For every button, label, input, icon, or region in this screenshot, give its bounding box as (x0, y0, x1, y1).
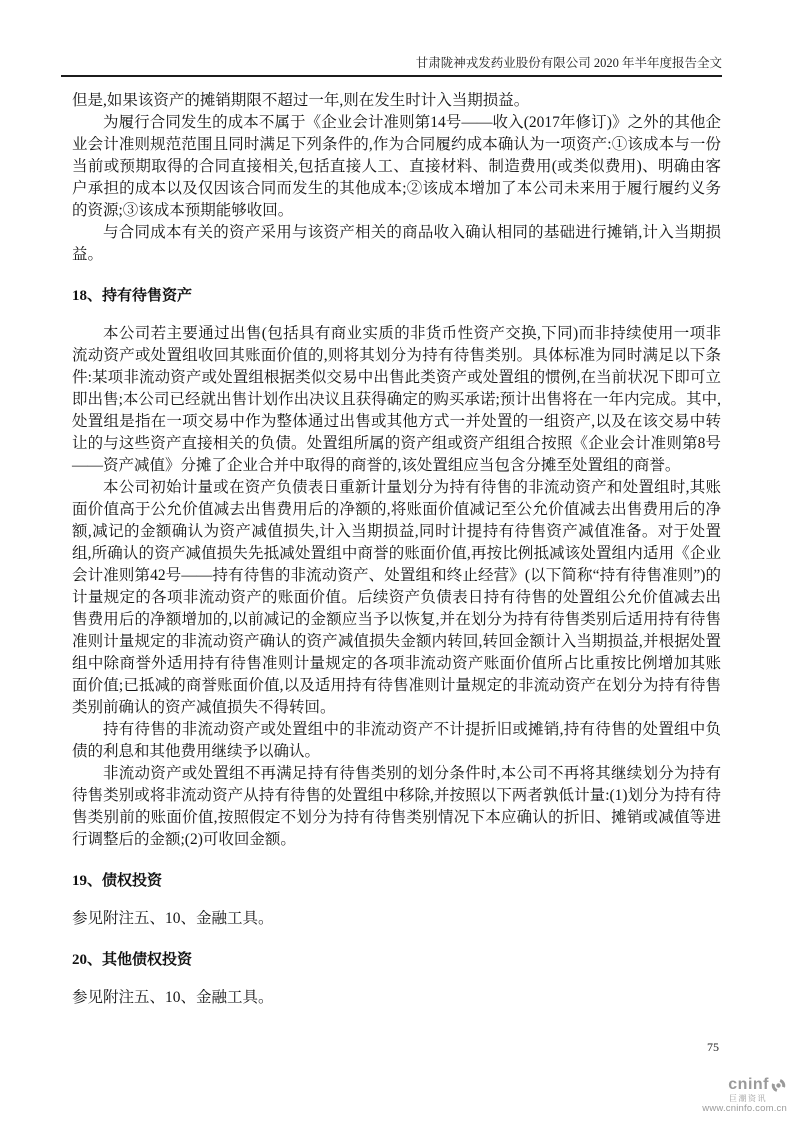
paragraph-18-classification: 本公司若主要通过出售(包括具有商业实质的非货币性资产交换,下同)而非持续使用一项非流动资产或处置组收回其账面价值的,则将其划分为持有待售类别。具体标准为同时满足以下条件:某项非流动资产或处置组根据类似交易中出售此类资产或处置组的惯例,在当前状况下即可立即出售;本公司已经就出售计划作出决议且获得确定的购买承诺;预计出售将在一年内完成。其中,处置组是指在一项交易中作为整体通过出售或其他方式一并处置的一组资产,以及在该交易中转让的与这些资产直接相关的负债。处置组所属的资产组或资产组组合按照《企业会计准则第8号——资产减值》分摊了企业合并中取得的商誉的,该处置组应当包含分摊至处置组的商誉。 (72, 325, 721, 474)
heading-section-19: 19、债权投资 (72, 873, 163, 889)
cninfo-brand-row (669, 1077, 787, 1094)
paragraph-amortization-carryover: 但是,如果该资产的摊销期限不超过一年,则在发生时计入当期损益。 (72, 92, 530, 109)
document-content (72, 90, 721, 1009)
paragraph-18-measurement: 本公司初始计量或在资产负债表日重新计量划分为持有待售的非流动资产和处置组时,其账面价值高于公允价值减去出售费用后的净额的,将账面价值减记至公允价值减去出售费用后的净额,减记的金额确认为资产减值损失,计入当期损益,同时计提持有待售资产减值准备。对于处置组,所确认的资产减值损失先抵减处置组中商誉的账面价值,再按比例抵减该处置组内适用《企业会计准则第42号——持有待售的非流动资产、处置组和终止经营》(以下简称“持有待售准则”)的计量规定的各项非流动资产的账面价值。后续资产负债表日持有待售的处置组公允价值减去出售费用后的净额增加的,以前减记的金额应当予以恢复,并在划分为持有待售类别后适用持有待售准则计量规定的非流动资产确认的资产减值损失金额内转回,转回金额计入当期损益,并根据处置组中除商誉外适用持有待售准则计量规定的各项非流动资产账面价值所占比重按比例增加其账面价值;已抵减的商誉账面价值,以及适用持有待售准则计量规定的非流动资产在划分为持有待售类别前确认的资产减值损失不得转回。 (72, 479, 721, 716)
cninfo-watermark (669, 1077, 787, 1114)
cninfo-swirl-icon (768, 1074, 789, 1095)
page-header (61, 55, 722, 77)
paragraph-18-no-depreciation: 持有待售的非流动资产或处置组中的非流动资产不计提折旧或摊销,持有待售的处置组中负债的利息和其他费用继续予以确认。 (72, 721, 721, 760)
paragraph-20-reference: 参见附注五、10、金融工具。 (72, 989, 274, 1006)
cninfo-site-url: www.cninfo.com.cn (702, 1103, 787, 1115)
heading-section-20: 20、其他债权投资 (72, 952, 193, 968)
page-number: 75 (707, 1040, 719, 1054)
cninfo-caption: 巨潮资讯 (729, 1093, 767, 1103)
header-title: 甘肃陇神戎发药业股份有限公司 2020 年半年度报告全文 (415, 56, 722, 70)
paragraph-contract-cost-amortization: 与合同成本有关的资产采用与该资产相关的商品收入确认相同的基础进行摊销,计入当期损益。 (72, 224, 721, 263)
cninfo-brand-text: cninf (728, 1075, 769, 1093)
paragraph-contract-cost: 为履行合同发生的成本不属于《企业会计准则第14号——收入(2017年修订)》之外的其他企业会计准则规范范围且同时满足下列条件的,作为合同履约成本确认为一项资产:①该成本与一份当前或预期取得的合同直接相关,包括直接人工、直接材料、制造费用(或类似费用)、明确由客户承担的成本以及仅因该合同而发生的其他成本;②该成本增加了本公司未来用于履行履约义务的资源;③该成本预期能够收回。 (72, 114, 721, 219)
paragraph-19-reference: 参见附注五、10、金融工具。 (72, 910, 274, 927)
paragraph-18-reclassification: 非流动资产或处置组不再满足持有待售类别的划分条件时,本公司不再将其继续划分为持有待售类别或将非流动资产从持有待售的处置组中移除,并按照以下两者孰低计量:(1)划分为持有待售类别前的账面价值,按照假定不划分为持有待售类别情况下本应确认的折旧、摊销或减值等进行调整后的金额;(2)可收回金额。 (72, 765, 721, 848)
heading-section-18: 18、持有待售资产 (72, 288, 193, 304)
